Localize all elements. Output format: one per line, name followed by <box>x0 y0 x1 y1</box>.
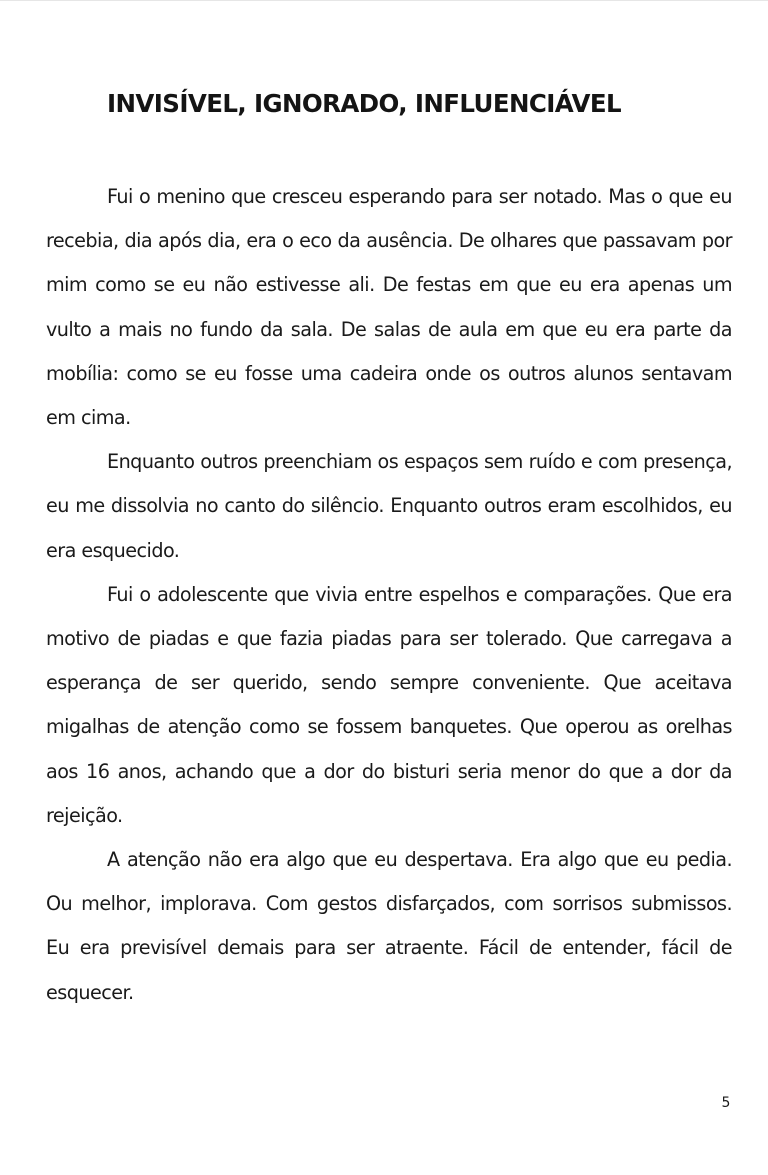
paragraph-2: Enquanto outros preenchiam os espaços sem ruído e com presença, eu me dissolvia no canto do silêncio. Enquanto outros eram escolhidos, eu era esquecido. <box>46 450 732 562</box>
paragraph-1: Fui o menino que cresceu esperando para ser notado. Mas o que eu recebia, dia após dia, era o eco da ausência. De olhares que passavam por mim como se eu não estivesse ali. De festas em que eu era apenas um vulto a mais no fundo da sala. De salas de aula em que eu era parte da mobília: como se eu fosse uma cadeira onde os outros alunos sentavam em cima. <box>46 185 732 430</box>
paragraph-3: Fui o adolescente que vivia entre espelhos e comparações. Que era motivo de piadas e que fazia piadas para ser tolerado. Que carregava a esperança de ser querido, sendo sempre conveniente. Que aceitava migalhas de atenção como se fossem banquetes. Que operou as orelhas aos 16 anos, achando que a dor do bisturi seria menor do que a dor da rejeição. <box>46 582 732 827</box>
page-number: 5 <box>721 1095 731 1111</box>
chapter-body <box>46 175 732 1015</box>
paragraph-4: A atenção não era algo que eu despertava. Era algo que eu pedia. Ou melhor, implorava. Com gestos disfarçados, com sorrisos submissos. Eu era previsível demais para ser atraente. Fácil de entender, fácil de esquecer. <box>46 848 732 1004</box>
chapter-title: INVISÍVEL, IGNORADO, INFLUENCIÁVEL <box>107 89 621 118</box>
